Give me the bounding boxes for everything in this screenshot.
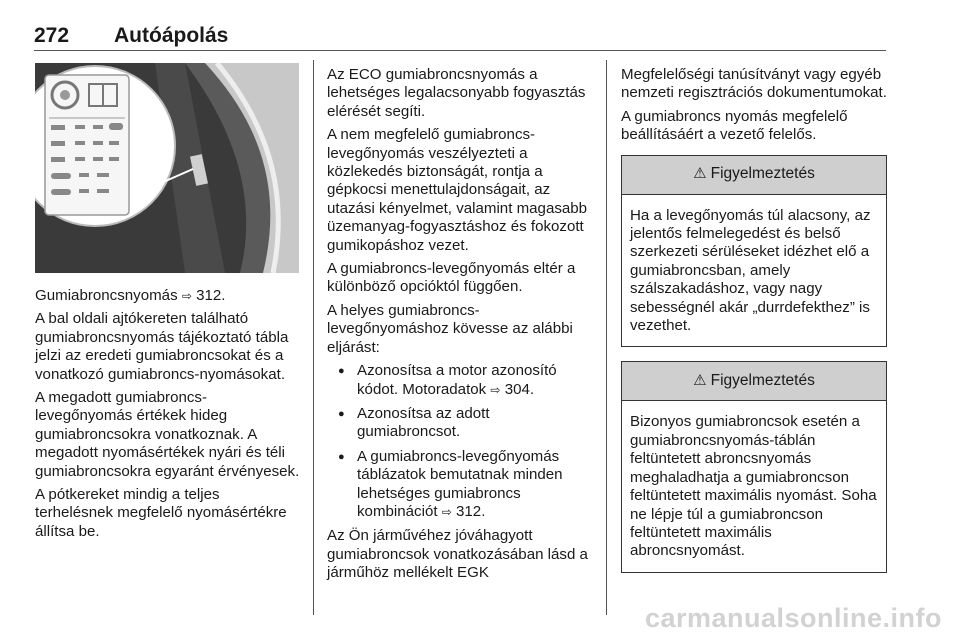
header-rule [34,50,886,51]
warning-box-1 [621,155,887,348]
paragraph: A pótkereket mindig a teljes terhelésnek megfelelő nyomásértékre állítsa be. [35,486,287,540]
column-2 [327,66,592,588]
reference-arrow-icon: ⇨ [181,289,192,303]
warning-triangle-icon: ⚠ [693,372,707,390]
warning-header [622,362,886,401]
paragraph: A helyes gumiabroncs-levegőnyomáshoz kövesse az alábbi eljárást: [327,301,573,356]
watermark: carmanualsonline.info [644,603,942,633]
tyre-table-reference[interactable]: 312. [456,502,486,520]
caption-text: Gumiabroncsnyomás [35,287,178,304]
warning-triangle-icon: ⚠ [693,165,707,183]
paragraph: A megadott gumiabroncs-levegőnyomás értékek hideg gumiabroncsokra vonatkoznak. A megadott nyomásértékek nyári és téli gumiabroncsokra egyaránt érvényesek. [35,389,300,480]
warning-text: Bizonyos gumiabroncsok esetén a gumiabroncsnyomás-táblán feltüntetett abroncsnyomás meghaladhatja a gumiabroncson feltüntetett maximális nyomást. Soha ne lépje túl a gumiabroncson feltüntetett maximális abroncsnyomást. [630,413,877,560]
procedure-list [327,362,592,521]
door-frame-illustration [35,63,299,273]
chapter-title: Autóápolás [114,24,229,47]
list-item [327,362,592,399]
paragraph: Megfelelőségi tanúsítványt vagy egyéb nemzeti regisztrációs dokumentumokat. [621,66,887,102]
paragraph: A gumiabroncs nyomás megfelelő beállításáért a vezető felelős. [621,107,848,144]
caption-reference[interactable]: 312. [196,287,226,304]
column-1 [35,63,301,546]
warning-title: Figyelmeztetés [710,165,815,183]
paragraph: A bal oldali ajtókereten található gumiabroncsnyomás tájékoztató tábla jelzi az eredeti gumiabroncsokat és a vonatkozó gumiabroncs-nyomásokat. [35,310,289,383]
reference-arrow-icon: ⇨ [441,504,452,519]
photo-caption [35,287,301,305]
paragraph: A gumiabroncs-levegőnyomás eltér a különböző opcióktól függően. [327,260,576,296]
warning-title: Figyelmeztetés [710,372,815,390]
list-item [327,448,592,522]
page-number: 272 [34,24,70,47]
door-label-photo [35,63,299,273]
list-item-text: Azonosítsa az adott gumiabroncsot. [357,404,490,441]
list-item-text: A gumiabroncs-levegőnyomás táblázatok bemutatnak minden lehetséges gumiabroncs kombinációt [357,447,563,520]
paragraph: Az Ön járművéhez jóváhagyott gumiabroncsok vonatkozásában lásd a járműhöz mellékelt EGK [327,527,588,582]
warning-text: Ha a levegőnyomás túl alacsony, az jelentős felmelegedést és belső szerkezeti sérüléseket idézhet elő a gumiabroncsban, amely szálszakadáshoz, vagy nagy sebességnél akár „durrdefekthez” is vezethet. [630,206,871,335]
warning-box-2 [621,361,887,572]
column-3 [621,66,887,587]
paragraph: Az ECO gumiabroncsnyomás a lehetséges legalacsonyabb fogyasztás elérését segíti. [327,66,586,120]
engine-data-reference[interactable]: 304. [504,380,535,398]
column-divider [606,60,607,615]
paragraph: A nem megfelelő gumiabroncs-levegőnyomás veszélyezteti a közlekedés biztonságát, rontja a gépkocsi menettulajdonságait, az utazási kényelmet, valamint magasabb üzemanyag-fogyasztáshoz és fokozott gumikopáshoz vezet. [327,126,588,254]
warning-header [622,156,886,195]
page-header [34,24,886,50]
reference-arrow-icon: ⇨ [490,382,501,397]
column-divider [313,60,314,615]
list-item-text: Azonosítsa a motor azonosító kódot. Motoradatok [357,362,557,398]
list-item [327,405,592,442]
